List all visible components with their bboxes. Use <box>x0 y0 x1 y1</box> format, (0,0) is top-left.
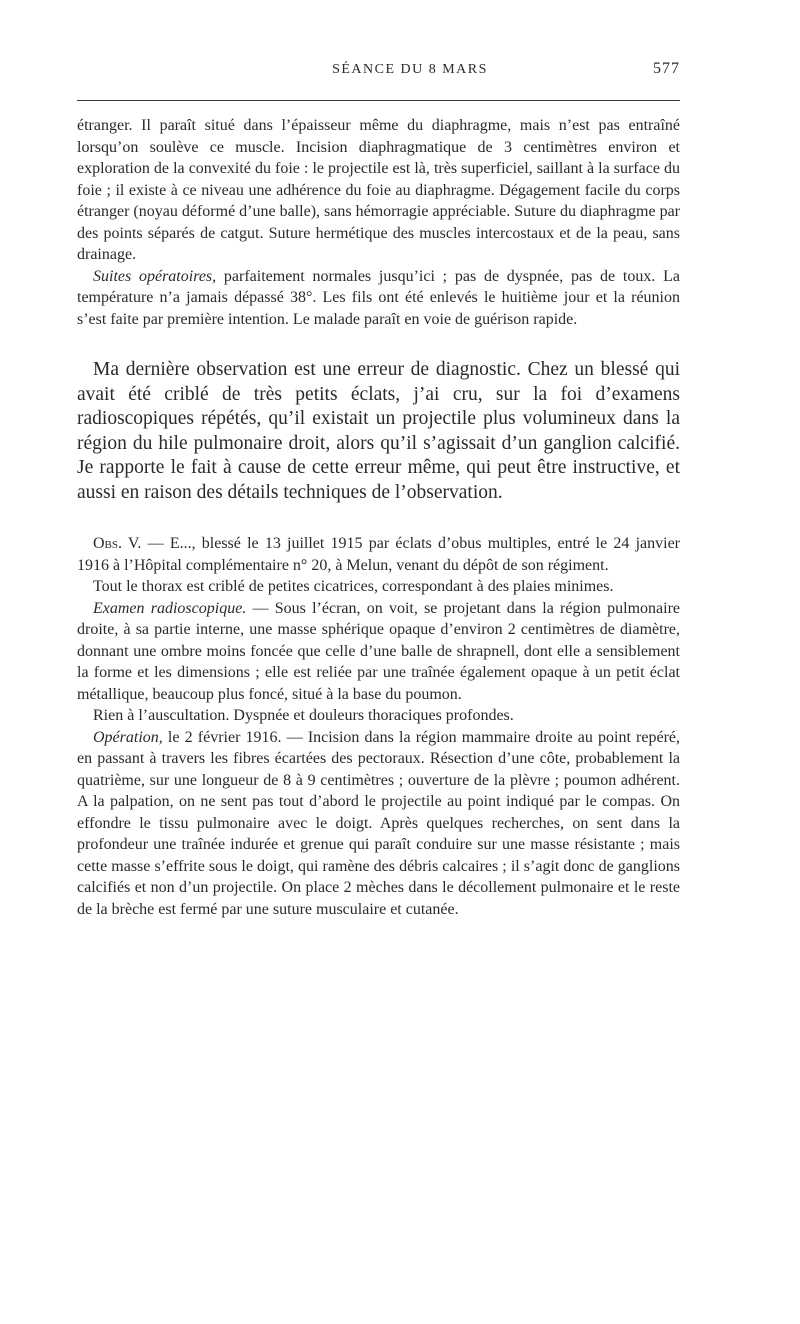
page <box>77 60 680 920</box>
paragraph-text: parfaitement normales jusqu’ici ; pas de dyspnée, pas de toux. La température n’a jamais dépassé 38°. Les fils ont été enlevés le huitième jour et la réunion s’est faite par première intention. Le malade paraît en voie de guérison rapide. <box>77 267 680 328</box>
paragraph: étranger. Il paraît situé dans l’épaisseur même du diaphragme, mais n’est pas entraîné lorsqu’on soulève ce muscle. Incision diaphragmatique de 3 centimètres environ et exploration de la convexité du foie : le projectile est là, très superficiel, saillant à la surface du foie ; il existe à ce niveau une adhérence du foie au diaphragme. Dégagement facile du corps étranger (noyau déformé d’une balle), sans hémorragie appréciable. Suture du diaphragme par des points séparés de catgut. Suture hermétique des muscles intercostaux et de la peau, sans drainage. <box>77 117 680 263</box>
author-commentary <box>77 358 680 505</box>
paragraph: Tout le thorax est criblé de petites cicatrices, correspondant à des plaies minimes. <box>93 578 614 595</box>
paragraph-label: Opération, <box>93 728 163 746</box>
paragraph-label: Suites opératoires, <box>93 267 217 285</box>
paragraph <box>77 727 680 921</box>
paragraph-text: le 2 février 1916. — Incision dans la région mammaire droite au point repéré, en passant à travers les fibres écartées des pectoraux. Résection d’une côte, probablement la quatrième, sur une longueur de 8 à 9 centimètres ; ouverture de la plèvre ; poumon adhérent. A la palpation, on ne sent pas tout d’abord le projectile au point indiqué par le compas. On effondre le tissu pulmonaire avec le doigt. Après quelques recherches, on sent dans la profondeur une traînée indurée et grenue qui paraît conduire sur une masse résistante ; mais cette masse s’effrite sous le doigt, qui ramène des débris calcaires ; il s’agit donc de ganglions calcifiés et non d’un projectile. On place 2 mèches dans le décollement pulmonaire et le reste de la brèche est fermé par une suture musculaire et cutanée. <box>77 728 680 918</box>
paragraph: Ma dernière observation est une erreur de diagnostic. Chez un blessé qui avait été criblé de très petits éclats, j’ai cru, sur la foi d’examens radioscopiques répétés, qu’il existait un projectile plus volumineux dans la région du hile pulmonaire droit, alors qu’il s’agissait d’un ganglion calcifié. Je rapporte le fait à cause de cette erreur même, qui peut être instructive, et aussi en raison des détails techniques de l’observation. <box>77 359 680 503</box>
paragraph: Rien à l’auscultation. Dyspnée et douleurs thoraciques profondes. <box>93 707 514 724</box>
paragraph <box>77 266 680 331</box>
page-number: 577 <box>653 60 680 77</box>
observation-continuation <box>77 115 680 330</box>
observation-v <box>77 533 680 920</box>
paragraph-text: — Sous l’écran, on voit, se projetant dans la région pulmonaire droite, à sa partie interne, une masse sphérique opaque d’environ 2 centimètres de diamètre, donnant une ombre moins foncée que celle d’une balle de shrapnell, dont elle a sensiblement la forme et les dimensions ; elle est reliée par une traînée également opaque à un petit éclat métallique, beaucoup plus foncé, situé à la base du poumon. <box>77 599 681 703</box>
running-head: SÉANCE DU 8 MARS <box>332 62 488 77</box>
observation-label: Obs. V. <box>93 535 142 552</box>
paragraph <box>77 533 680 576</box>
paragraph-text: — E..., blessé le 13 juillet 1915 par éclats d’obus multiples, entré le 24 janvier 1916 à l’Hôpital complémentaire n° 20, à Melun, venant du dépôt de son régiment. <box>77 535 681 574</box>
paragraph <box>77 598 680 706</box>
page-header <box>77 60 680 101</box>
paragraph-label: Examen radioscopique. <box>93 599 247 617</box>
